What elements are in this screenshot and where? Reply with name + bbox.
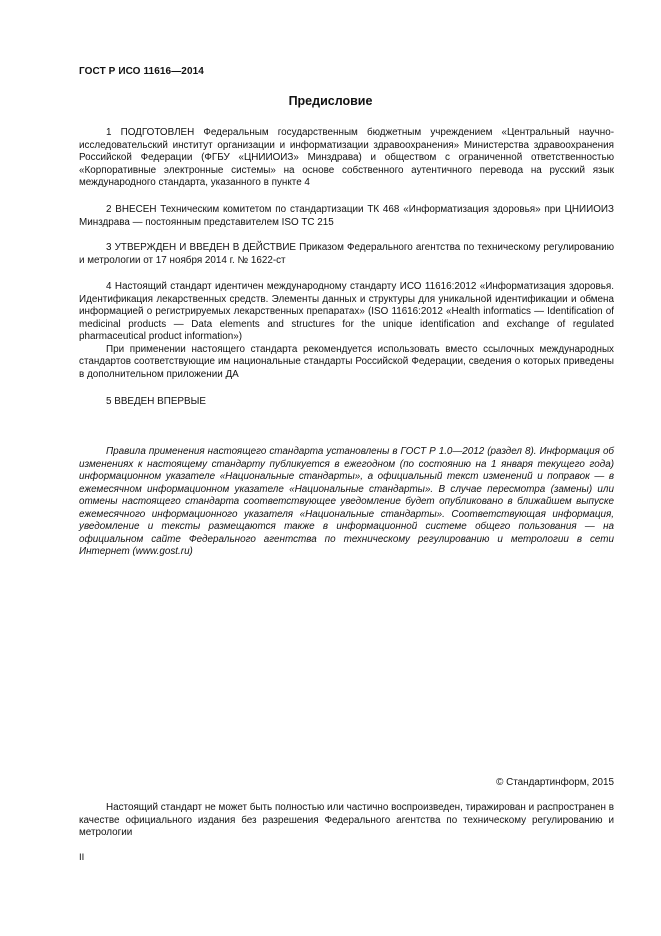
item-4 <box>79 281 614 381</box>
item-3-text: 3 УТВЕРЖДЕН И ВВЕДЕН В ДЕЙСТВИЕ Приказом Федерального агентства по техническому регулированию и метрологии от 17 ноября 2014 г. № 1622-ст <box>79 242 614 266</box>
page-title: Предисловие <box>288 94 373 108</box>
item-1 <box>79 127 614 190</box>
page-number: II <box>79 852 85 863</box>
item-5 <box>79 396 614 409</box>
rules-notice-text: Правила применения настоящего стандарта установлены в ГОСТ Р 1.0—2012 (раздел 8). Информация об изменениях к настоящему стандарту публикуется в ежегодном (по состоянию на 1 января текущего года) информационном указателе «Национальные стандарты», а официальный текст изменений и поправок — в ежемесячном информационном указателе «Национальные стандарты». В случае пересмотра (замены) или отмены настоящего стандарта соответствующее уведомление будет опубликовано в ближайшем выпуске ежемесячного информационного указателя «Национальные стандарты». Соответствующая информация, уведомление и тексты размещаются также в информационной системе общего пользования — на официальном сайте Федерального агентства по техническому регулированию и метрологии в сети Интернет (www.gost.ru) <box>79 446 614 557</box>
copyright: © Стандартинформ, 2015 <box>496 777 614 788</box>
item-4-text: 4 Настоящий стандарт идентичен международному стандарту ИСО 11616:2012 «Информатизация здоровья. Идентификация лекарственных средств. Элементы данных и структуры для уникальной идентификации и обмена информацией о регистрируемых лекарственных препаратах» (ISO 11616:2012 «Health informatics — Identification of medicinal products — Data elements and structures for the unique identification and exchange of regulated pharmaceutical product information») <box>79 281 614 342</box>
item-2-text: 2 ВНЕСЕН Техническим комитетом по стандартизации ТК 468 «Информатизация здоровья» при ЦНИИОИЗ Минздрава — постоянным представителем ISO ТС 215 <box>79 204 614 228</box>
document-header: ГОСТ Р ИСО 11616—2014 <box>79 66 204 77</box>
item-4-note: При применении настоящего стандарта рекомендуется использовать вместо ссылочных международных стандартов соответствующие им национальные стандарты Российской Федерации, сведения о которых приведены в дополнительном приложении ДА <box>79 343 614 380</box>
item-1-text: 1 ПОДГОТОВЛЕН Федеральным государственным бюджетным учреждением «Центральный научно-исследовательский институт организации и информатизации здравоохранения» Министерства здравоохранения Российской Федерации (ФГБУ «ЦНИИОИЗ» Минздрава) и обществом с ограниченной ответственностью «Корпоративные электронные системы» на основе собственного аутентичного перевода на русский язык международного стандарта, указанного в пункте 4 <box>79 127 614 188</box>
reproduction-notice: Настоящий стандарт не может быть полностью или частично воспроизведен, тиражирован и распространен в качестве официального издания без разрешения Федерального агентства по техническому регулированию и метрологии <box>79 802 614 838</box>
item-2 <box>79 204 614 229</box>
item-3 <box>79 242 614 267</box>
item-5-text: 5 ВВЕДЕН ВПЕРВЫЕ <box>106 396 206 407</box>
rules-notice <box>79 446 614 559</box>
